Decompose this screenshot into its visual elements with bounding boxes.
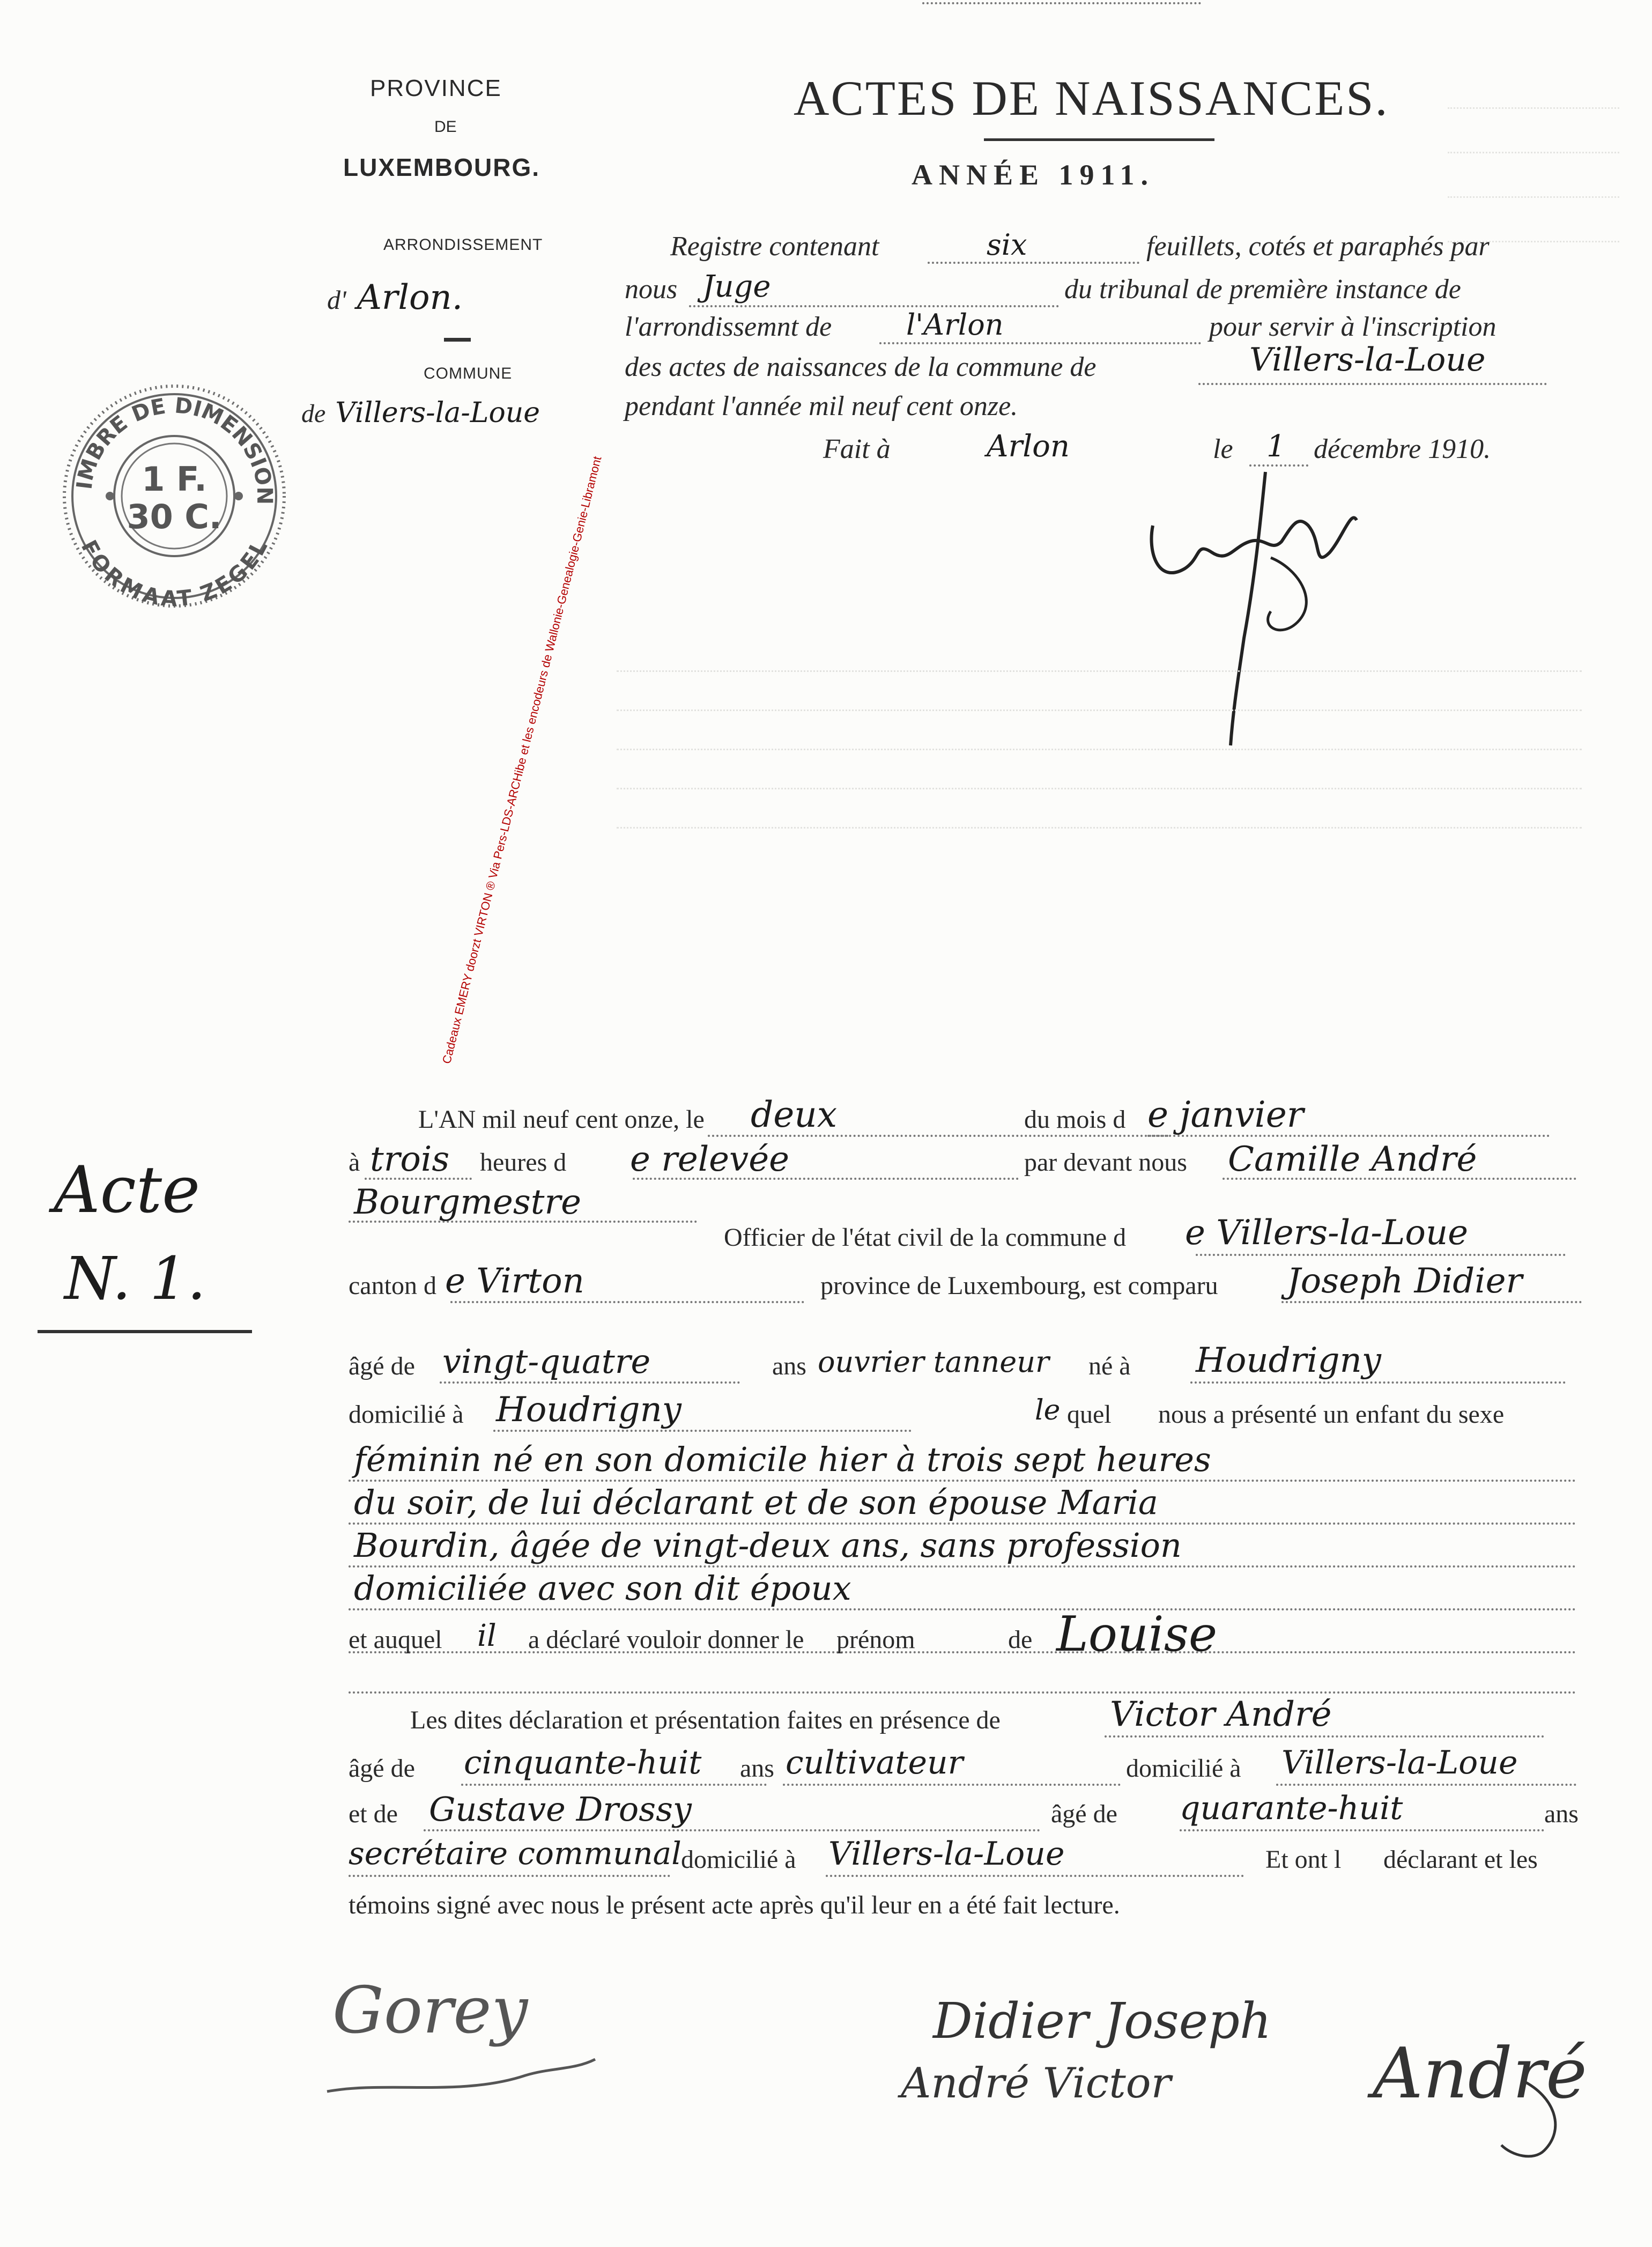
- act-l14-place: Villers-la-Loue: [1281, 1744, 1518, 1782]
- act-l2a: à: [349, 1148, 360, 1177]
- act-l6b: ans: [772, 1352, 806, 1380]
- register-l2a: nous: [625, 274, 678, 305]
- arrondissement-line: [327, 278, 579, 317]
- province-label: PROVINCE: [370, 75, 502, 101]
- bleed-through-2: [1448, 64, 1619, 547]
- signature-flourish-icon: [322, 2049, 601, 2113]
- signature-left-flourish: [322, 2049, 601, 2113]
- register-day: 1: [1266, 429, 1286, 464]
- province-de: DE: [434, 118, 457, 136]
- act-l16a: domicilié à: [681, 1845, 796, 1874]
- act-l16-prof: secrétaire communal: [349, 1835, 681, 1872]
- act-l16b: Et ont l: [1265, 1845, 1342, 1874]
- act-l7b: quel: [1067, 1400, 1112, 1429]
- act-l9: du soir, de lui déclarant et de son épouse Maria: [354, 1483, 1158, 1522]
- stamp-value-1: 1 F.: [142, 460, 207, 499]
- register-l1a: Registre contenant: [670, 231, 879, 262]
- act-l6c: né à: [1088, 1352, 1131, 1380]
- register-l4-value: Villers-la-Loue: [1249, 341, 1486, 379]
- signature-left: Gorey: [332, 1973, 528, 2048]
- arrondissement-value: Arlon.: [357, 278, 463, 317]
- act-l12c: prénom: [836, 1625, 915, 1654]
- act-l11: domiciliée avec son dit époux: [354, 1569, 851, 1608]
- province-name: LUXEMBOURG.: [343, 153, 540, 181]
- act-l15a: et de: [349, 1800, 398, 1828]
- act-l17: témoins signé avec nous le présent acte après qu'il leur en a été fait lecture.: [349, 1891, 1120, 1919]
- signature-flourish-icon: [1491, 2075, 1598, 2161]
- arrondissement-label: ARRONDISSEMENT: [383, 236, 543, 254]
- act-l14b: ans: [740, 1754, 774, 1783]
- commune-value: Villers-la-Loue: [335, 397, 540, 429]
- act-l2-time: e relevée: [630, 1140, 789, 1179]
- act-l15-name: Gustave Drossy: [429, 1790, 692, 1829]
- arrondissement-prefix: d': [327, 285, 346, 315]
- register-l1-value: six: [987, 228, 1027, 262]
- act-l16c: déclarant et les: [1383, 1845, 1538, 1874]
- act-l2-name: Camille André: [1228, 1140, 1477, 1179]
- act-l1-month: e janvier: [1147, 1094, 1304, 1135]
- act-l12d: de: [1008, 1625, 1033, 1654]
- act-l15b: âgé de: [1051, 1800, 1117, 1828]
- bleed-through-1: [617, 633, 1582, 901]
- page-title: ACTES DE NAISSANCES.: [794, 71, 1389, 125]
- commune-prefix: de: [301, 400, 326, 428]
- header-dash: [444, 338, 471, 342]
- title-underline: [984, 138, 1214, 141]
- act-l4-value: e Villers-la-Loue: [1185, 1213, 1469, 1253]
- act-l15-age: quarante-huit: [1180, 1790, 1403, 1827]
- register-l3a: l'arrondissemnt de: [625, 312, 832, 342]
- tax-stamp: [59, 381, 290, 611]
- stamp-value-2: 30 C.: [127, 497, 222, 536]
- register-le: le: [1213, 434, 1233, 464]
- watermark-text: Cadeaux EMERY doorzt VIRTON ® Via Pers-LDS-ARCHibe et les encodeurs de Wallonie-Genealogie-Genie-Libramont: [440, 455, 604, 1066]
- act-l7-place: Houdrigny: [496, 1390, 681, 1430]
- act-l13-name: Victor André: [1110, 1695, 1332, 1734]
- act-l5-value: e Virton: [445, 1261, 584, 1301]
- register-fait-a: Fait à: [823, 434, 891, 464]
- act-l14-age: cinquante-huit: [464, 1744, 702, 1782]
- svg-text:FORMAAT ZEGEL: [76, 536, 272, 611]
- act-l1b: du mois d: [1024, 1105, 1126, 1134]
- year-label: ANNÉE 1911.: [912, 159, 1155, 191]
- signature-right-flourish: [1491, 2075, 1598, 2161]
- register-l3b: pour servir à l'inscription: [1209, 312, 1497, 342]
- act-l7-lequel: le: [1035, 1394, 1061, 1426]
- margin-numero: N. 1.: [64, 1244, 206, 1313]
- stamp-top-text: IMBRE DE DIMENSION: [72, 393, 277, 505]
- register-l2-value: Juge: [702, 269, 771, 304]
- act-l15c: ans: [1544, 1800, 1579, 1828]
- signature-middle-1: Didier Joseph: [933, 1992, 1272, 2050]
- act-l13a: Les dites déclaration et présentation faites en présence de: [410, 1706, 1001, 1734]
- act-l12-name: Louise: [1056, 1606, 1218, 1662]
- act-l1a: L'AN mil neuf cent onze, le: [418, 1105, 705, 1134]
- register-l4a: des actes de naissances de la commune de: [625, 352, 1097, 382]
- act-l10: Bourdin, âgée de vingt-deux ans, sans profession: [354, 1526, 1182, 1565]
- act-l12a: et auquel: [349, 1625, 442, 1654]
- act-l6-age: vingt-quatre: [442, 1342, 651, 1381]
- act-l3-value: Bourgmestre: [354, 1182, 581, 1222]
- act-l5a: canton d: [349, 1272, 436, 1300]
- act-l2b: heures d: [480, 1148, 567, 1177]
- act-l12b: a déclaré vouloir donner le: [528, 1625, 804, 1654]
- commune-label: COMMUNE: [424, 365, 513, 382]
- act-l7a: domicilié à: [349, 1400, 464, 1429]
- act-l1-day: deux: [751, 1094, 838, 1135]
- act-l12-pron: il: [477, 1618, 497, 1653]
- register-fait-value: Arlon: [987, 429, 1070, 464]
- register-l2b: du tribunal de première instance de: [1064, 274, 1461, 305]
- act-l14-prof: cultivateur: [786, 1744, 964, 1782]
- act-l8: féminin né en son domicile hier à trois sept heures: [354, 1440, 1211, 1479]
- act-l16-place: Villers-la-Loue: [828, 1835, 1065, 1873]
- stamp-bottom-text: FORMAAT ZEGEL: [76, 536, 273, 611]
- stamp-seal-icon: [59, 381, 290, 611]
- act-l4a: Officier de l'état civil de la commune d: [724, 1223, 1127, 1252]
- act-l5-name: Joseph Didier: [1287, 1261, 1523, 1301]
- signature-right: André: [1373, 2032, 1587, 2114]
- act-l14c: domicilié à: [1126, 1754, 1241, 1783]
- act-l5b: province de Luxembourg, est comparu: [820, 1272, 1218, 1300]
- act-l14a: âgé de: [349, 1754, 415, 1783]
- act-l2-hour: trois: [370, 1140, 450, 1179]
- margin-acte: Acte: [54, 1153, 201, 1228]
- register-l1b: feuillets, cotés et paraphés par: [1146, 231, 1490, 262]
- act-l6-prof: ouvrier tanneur: [818, 1345, 1049, 1379]
- act-l6-place: Houdrigny: [1196, 1341, 1381, 1380]
- signature-middle-2: André Victor: [901, 2059, 1171, 2108]
- act-l6a: âgé de: [349, 1352, 415, 1380]
- act-l7c: nous a présenté un enfant du sexe: [1158, 1400, 1505, 1429]
- register-l5: pendant l'année mil neuf cent onze.: [625, 391, 1018, 422]
- margin-rule: [38, 1330, 252, 1333]
- act-l2c: par devant nous: [1024, 1148, 1187, 1177]
- register-date-rest: décembre 1910.: [1314, 434, 1491, 464]
- commune-line: [301, 397, 612, 429]
- register-l3-value: l'Arlon: [906, 308, 1004, 342]
